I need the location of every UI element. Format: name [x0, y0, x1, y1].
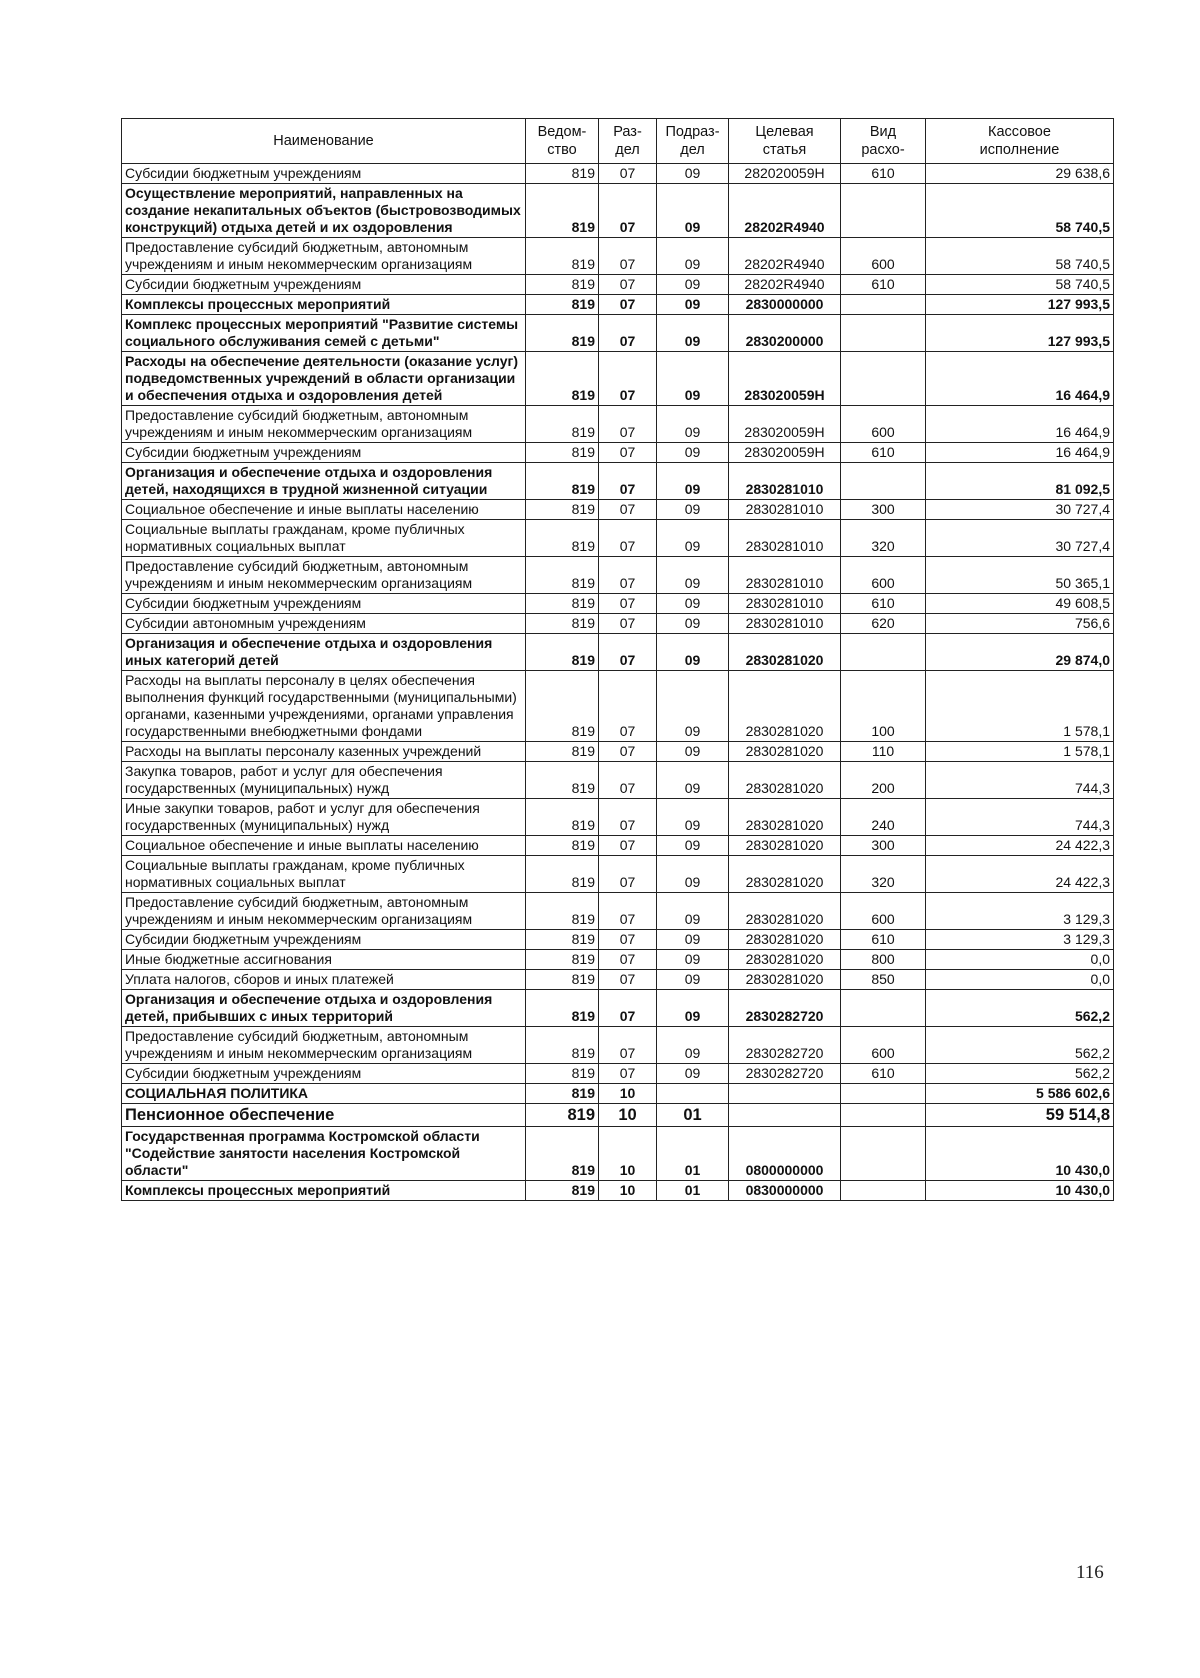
cell-podrazdel: 09 [657, 762, 729, 799]
cell-ved: 819 [526, 443, 599, 463]
cell-podrazdel: 09 [657, 594, 729, 614]
table-row [122, 762, 1114, 799]
cell-razdel: 07 [599, 970, 657, 990]
cell-ved: 819 [526, 836, 599, 856]
cell-vid: 610 [841, 1064, 926, 1084]
cell-ved: 819 [526, 893, 599, 930]
cell-podrazdel: 01 [657, 1181, 729, 1201]
cell-razdel: 10 [599, 1084, 657, 1104]
table-row [122, 970, 1114, 990]
cell-name: Социальное обеспечение и иные выплаты населению [122, 500, 526, 520]
cell-target: 2830281020 [729, 742, 841, 762]
cell-podrazdel: 09 [657, 990, 729, 1027]
cell-ved: 819 [526, 671, 599, 742]
cell-target [729, 1104, 841, 1127]
cell-ved: 819 [526, 950, 599, 970]
cell-target: 283020059H [729, 443, 841, 463]
cell-target: 2830281010 [729, 614, 841, 634]
cell-name: Социальные выплаты гражданам, кроме публичных нормативных социальных выплат [122, 856, 526, 893]
cell-podrazdel: 09 [657, 406, 729, 443]
cell-vid [841, 634, 926, 671]
cell-razdel: 07 [599, 990, 657, 1027]
cell-razdel: 07 [599, 1027, 657, 1064]
cell-vid: 110 [841, 742, 926, 762]
cell-razdel: 07 [599, 520, 657, 557]
cell-amount: 3 129,3 [926, 930, 1114, 950]
cell-vid: 600 [841, 893, 926, 930]
cell-target: 2830281020 [729, 836, 841, 856]
cell-podrazdel: 09 [657, 184, 729, 238]
cell-vid: 600 [841, 557, 926, 594]
table-body [122, 164, 1114, 1201]
cell-ved: 819 [526, 1127, 599, 1181]
cell-podrazdel: 09 [657, 315, 729, 352]
cell-name: Комплексы процессных мероприятий [122, 1181, 526, 1201]
cell-amount: 756,6 [926, 614, 1114, 634]
table-row [122, 671, 1114, 742]
cell-ved: 819 [526, 1027, 599, 1064]
cell-razdel: 07 [599, 500, 657, 520]
cell-razdel: 07 [599, 799, 657, 836]
cell-amount: 81 092,5 [926, 463, 1114, 500]
cell-razdel: 07 [599, 184, 657, 238]
cell-name: Организация и обеспечение отдыха и оздоровления детей, находящихся в трудной жизненной ситуации [122, 463, 526, 500]
cell-name: Государственная программа Костромской области "Содействие занятости населения Костромской области" [122, 1127, 526, 1181]
cell-target: 283020059H [729, 406, 841, 443]
cell-name: Организация и обеспечение отдыха и оздоровления детей, прибывших с иных территорий [122, 990, 526, 1027]
cell-podrazdel: 01 [657, 1104, 729, 1127]
table-row [122, 164, 1114, 184]
cell-razdel: 07 [599, 463, 657, 500]
cell-ved: 819 [526, 557, 599, 594]
cell-razdel: 07 [599, 1064, 657, 1084]
cell-vid [841, 1181, 926, 1201]
cell-razdel: 10 [599, 1104, 657, 1127]
table-row [122, 406, 1114, 443]
table-row [122, 634, 1114, 671]
cell-amount: 58 740,5 [926, 238, 1114, 275]
cell-vid: 800 [841, 950, 926, 970]
cell-podrazdel: 09 [657, 799, 729, 836]
cell-amount: 58 740,5 [926, 275, 1114, 295]
cell-target: 2830281010 [729, 594, 841, 614]
table-row [122, 1104, 1114, 1127]
cell-name: Субсидии бюджетным учреждениям [122, 164, 526, 184]
table-row [122, 990, 1114, 1027]
cell-podrazdel: 01 [657, 1127, 729, 1181]
cell-razdel: 07 [599, 315, 657, 352]
table-row [122, 893, 1114, 930]
cell-vid: 610 [841, 164, 926, 184]
cell-target: 283020059H [729, 352, 841, 406]
table-row [122, 1064, 1114, 1084]
cell-ved: 819 [526, 164, 599, 184]
cell-name: Субсидии бюджетным учреждениям [122, 275, 526, 295]
cell-vid: 300 [841, 500, 926, 520]
table-row [122, 742, 1114, 762]
table-row [122, 184, 1114, 238]
cell-podrazdel: 09 [657, 275, 729, 295]
header-name: Наименование [122, 119, 526, 164]
header-target: Целевая статья [729, 119, 841, 164]
cell-podrazdel: 09 [657, 930, 729, 950]
cell-amount: 49 608,5 [926, 594, 1114, 614]
cell-ved: 819 [526, 520, 599, 557]
cell-razdel: 07 [599, 594, 657, 614]
cell-podrazdel: 09 [657, 614, 729, 634]
cell-name: Субсидии бюджетным учреждениям [122, 594, 526, 614]
cell-podrazdel: 09 [657, 1064, 729, 1084]
cell-name: Субсидии бюджетным учреждениям [122, 930, 526, 950]
cell-name: Предоставление субсидий бюджетным, автономным учреждениям и иным некоммерческим организациям [122, 238, 526, 275]
table-row [122, 950, 1114, 970]
cell-target: 2830282720 [729, 990, 841, 1027]
cell-name: Предоставление субсидий бюджетным, автономным учреждениям и иным некоммерческим организациям [122, 1027, 526, 1064]
header-razdel: Раз- дел [599, 119, 657, 164]
cell-ved: 819 [526, 184, 599, 238]
cell-amount: 50 365,1 [926, 557, 1114, 594]
cell-podrazdel: 09 [657, 634, 729, 671]
cell-amount: 1 578,1 [926, 671, 1114, 742]
cell-vid: 600 [841, 1027, 926, 1064]
cell-amount: 127 993,5 [926, 295, 1114, 315]
cell-ved: 819 [526, 295, 599, 315]
cell-razdel: 07 [599, 295, 657, 315]
cell-podrazdel: 09 [657, 238, 729, 275]
cell-amount: 30 727,4 [926, 520, 1114, 557]
cell-amount: 744,3 [926, 799, 1114, 836]
cell-vid: 100 [841, 671, 926, 742]
cell-vid [841, 315, 926, 352]
table-row [122, 463, 1114, 500]
cell-podrazdel: 09 [657, 463, 729, 500]
header-ved: Ведом- ство [526, 119, 599, 164]
cell-name: Расходы на выплаты персоналу в целях обеспечения выполнения функций государственными (муниципальными) органами, казенными учреждениями, органами управления государственными внебюджетными фондами [122, 671, 526, 742]
cell-ved: 819 [526, 352, 599, 406]
cell-ved: 819 [526, 315, 599, 352]
cell-podrazdel: 09 [657, 671, 729, 742]
cell-ved: 819 [526, 614, 599, 634]
cell-vid [841, 1084, 926, 1104]
cell-vid: 610 [841, 275, 926, 295]
cell-ved: 819 [526, 1064, 599, 1084]
cell-target: 28202R4940 [729, 238, 841, 275]
cell-podrazdel: 09 [657, 557, 729, 594]
table-row [122, 315, 1114, 352]
cell-amount: 16 464,9 [926, 443, 1114, 463]
table-row [122, 352, 1114, 406]
cell-target: 2830281020 [729, 634, 841, 671]
cell-ved: 819 [526, 634, 599, 671]
cell-razdel: 07 [599, 893, 657, 930]
cell-target: 282020059H [729, 164, 841, 184]
cell-ved: 819 [526, 799, 599, 836]
cell-razdel: 10 [599, 1127, 657, 1181]
cell-podrazdel: 09 [657, 295, 729, 315]
cell-razdel: 07 [599, 614, 657, 634]
cell-razdel: 07 [599, 406, 657, 443]
cell-name: Предоставление субсидий бюджетным, автономным учреждениям и иным некоммерческим организациям [122, 406, 526, 443]
cell-vid: 850 [841, 970, 926, 990]
cell-name: Осуществление мероприятий, направленных на создание некапитальных объектов (быстровозводимых конструкций) отдыха детей и их оздоровления [122, 184, 526, 238]
cell-ved: 819 [526, 1104, 599, 1127]
cell-vid [841, 184, 926, 238]
cell-razdel: 07 [599, 352, 657, 406]
cell-podrazdel: 09 [657, 856, 729, 893]
table-row [122, 836, 1114, 856]
table-row [122, 930, 1114, 950]
cell-target: 28202R4940 [729, 275, 841, 295]
cell-razdel: 07 [599, 275, 657, 295]
table-row [122, 500, 1114, 520]
cell-amount: 59 514,8 [926, 1104, 1114, 1127]
cell-ved: 819 [526, 594, 599, 614]
cell-ved: 819 [526, 238, 599, 275]
cell-vid: 240 [841, 799, 926, 836]
cell-razdel: 07 [599, 634, 657, 671]
cell-razdel: 07 [599, 443, 657, 463]
cell-podrazdel: 09 [657, 950, 729, 970]
table-row [122, 1127, 1114, 1181]
cell-name: Социальные выплаты гражданам, кроме публичных нормативных социальных выплат [122, 520, 526, 557]
cell-ved: 819 [526, 500, 599, 520]
budget-table [121, 118, 1114, 1201]
cell-podrazdel: 09 [657, 742, 729, 762]
cell-razdel: 07 [599, 930, 657, 950]
cell-name: Расходы на выплаты персоналу казенных учреждений [122, 742, 526, 762]
table-row [122, 557, 1114, 594]
cell-vid: 620 [841, 614, 926, 634]
cell-amount: 1 578,1 [926, 742, 1114, 762]
cell-name: Закупка товаров, работ и услуг для обеспечения государственных (муниципальных) нужд [122, 762, 526, 799]
cell-podrazdel: 09 [657, 836, 729, 856]
cell-target: 2830281020 [729, 970, 841, 990]
cell-vid: 320 [841, 520, 926, 557]
table-row [122, 856, 1114, 893]
cell-razdel: 10 [599, 1181, 657, 1201]
header-vid: Вид расхо- [841, 119, 926, 164]
cell-ved: 819 [526, 1084, 599, 1104]
cell-vid: 320 [841, 856, 926, 893]
cell-name: Пенсионное обеспечение [122, 1104, 526, 1127]
cell-target: 2830281020 [729, 856, 841, 893]
cell-target: 2830281010 [729, 500, 841, 520]
cell-name: Субсидии бюджетным учреждениям [122, 1064, 526, 1084]
cell-name: Субсидии автономным учреждениям [122, 614, 526, 634]
cell-podrazdel: 09 [657, 443, 729, 463]
table-row [122, 238, 1114, 275]
cell-podrazdel [657, 1084, 729, 1104]
page-number: 116 [1076, 1562, 1104, 1583]
cell-name: Расходы на обеспечение деятельности (оказание услуг) подведомственных учреждений в области организации и обеспечения отдыха и оздоровления детей [122, 352, 526, 406]
cell-podrazdel: 09 [657, 352, 729, 406]
cell-ved: 819 [526, 406, 599, 443]
cell-vid [841, 1104, 926, 1127]
cell-name: Организация и обеспечение отдыха и оздоровления иных категорий детей [122, 634, 526, 671]
header-podrazdel: Подраз- дел [657, 119, 729, 164]
cell-amount: 10 430,0 [926, 1127, 1114, 1181]
cell-amount: 0,0 [926, 970, 1114, 990]
cell-name: Иные закупки товаров, работ и услуг для обеспечения государственных (муниципальных) нужд [122, 799, 526, 836]
cell-target: 0800000000 [729, 1127, 841, 1181]
cell-target: 2830281020 [729, 671, 841, 742]
cell-podrazdel: 09 [657, 164, 729, 184]
table-row [122, 1027, 1114, 1064]
cell-vid: 300 [841, 836, 926, 856]
cell-amount: 16 464,9 [926, 352, 1114, 406]
cell-target: 2830281010 [729, 463, 841, 500]
cell-name: СОЦИАЛЬНАЯ ПОЛИТИКА [122, 1084, 526, 1104]
cell-razdel: 07 [599, 836, 657, 856]
cell-amount: 744,3 [926, 762, 1114, 799]
cell-vid [841, 463, 926, 500]
cell-target: 2830281010 [729, 520, 841, 557]
cell-razdel: 07 [599, 671, 657, 742]
cell-name: Комплекс процессных мероприятий "Развитие системы социального обслуживания семей с детьми" [122, 315, 526, 352]
table-row [122, 443, 1114, 463]
cell-name: Уплата налогов, сборов и иных платежей [122, 970, 526, 990]
cell-podrazdel: 09 [657, 520, 729, 557]
cell-target: 2830281020 [729, 930, 841, 950]
cell-vid: 600 [841, 406, 926, 443]
cell-amount: 58 740,5 [926, 184, 1114, 238]
cell-name: Субсидии бюджетным учреждениям [122, 443, 526, 463]
cell-vid: 610 [841, 443, 926, 463]
cell-amount: 5 586 602,6 [926, 1084, 1114, 1104]
cell-vid: 610 [841, 930, 926, 950]
cell-vid: 600 [841, 238, 926, 275]
cell-podrazdel: 09 [657, 500, 729, 520]
cell-ved: 819 [526, 1181, 599, 1201]
cell-ved: 819 [526, 275, 599, 295]
cell-target: 2830282720 [729, 1064, 841, 1084]
cell-razdel: 07 [599, 742, 657, 762]
cell-amount: 562,2 [926, 1064, 1114, 1084]
table-row [122, 1084, 1114, 1104]
budget-sheet [121, 118, 1113, 1201]
cell-amount: 24 422,3 [926, 856, 1114, 893]
cell-target: 2830281020 [729, 950, 841, 970]
cell-amount: 127 993,5 [926, 315, 1114, 352]
table-row [122, 295, 1114, 315]
cell-name: Комплексы процессных мероприятий [122, 295, 526, 315]
cell-target: 28202R4940 [729, 184, 841, 238]
cell-ved: 819 [526, 762, 599, 799]
cell-razdel: 07 [599, 950, 657, 970]
cell-ved: 819 [526, 856, 599, 893]
cell-podrazdel: 09 [657, 970, 729, 990]
cell-vid [841, 295, 926, 315]
table-row [122, 1181, 1114, 1201]
cell-vid: 200 [841, 762, 926, 799]
cell-ved: 819 [526, 463, 599, 500]
cell-amount: 3 129,3 [926, 893, 1114, 930]
cell-razdel: 07 [599, 164, 657, 184]
header-amount: Кассовое исполнение [926, 119, 1114, 164]
cell-amount: 562,2 [926, 1027, 1114, 1064]
cell-vid [841, 352, 926, 406]
cell-vid: 610 [841, 594, 926, 614]
cell-target: 2830281020 [729, 893, 841, 930]
cell-amount: 24 422,3 [926, 836, 1114, 856]
cell-amount: 0,0 [926, 950, 1114, 970]
cell-razdel: 07 [599, 762, 657, 799]
cell-amount: 29 874,0 [926, 634, 1114, 671]
cell-ved: 819 [526, 742, 599, 762]
cell-ved: 819 [526, 990, 599, 1027]
cell-amount: 10 430,0 [926, 1181, 1114, 1201]
cell-ved: 819 [526, 970, 599, 990]
cell-razdel: 07 [599, 557, 657, 594]
cell-name: Социальное обеспечение и иные выплаты населению [122, 836, 526, 856]
cell-razdel: 07 [599, 238, 657, 275]
cell-amount: 30 727,4 [926, 500, 1114, 520]
cell-vid [841, 990, 926, 1027]
cell-target: 2830282720 [729, 1027, 841, 1064]
cell-target: 0830000000 [729, 1181, 841, 1201]
cell-razdel: 07 [599, 856, 657, 893]
cell-target: 2830281020 [729, 799, 841, 836]
table-header-row [122, 119, 1114, 164]
table-row [122, 594, 1114, 614]
cell-podrazdel: 09 [657, 1027, 729, 1064]
cell-podrazdel: 09 [657, 893, 729, 930]
cell-name: Иные бюджетные ассигнования [122, 950, 526, 970]
cell-name: Предоставление субсидий бюджетным, автономным учреждениям и иным некоммерческим организациям [122, 893, 526, 930]
table-row [122, 614, 1114, 634]
table-row [122, 799, 1114, 836]
cell-amount: 29 638,6 [926, 164, 1114, 184]
cell-vid [841, 1127, 926, 1181]
cell-name: Предоставление субсидий бюджетным, автономным учреждениям и иным некоммерческим организациям [122, 557, 526, 594]
table-row [122, 275, 1114, 295]
cell-target [729, 1084, 841, 1104]
cell-target: 2830281020 [729, 762, 841, 799]
cell-target: 2830000000 [729, 295, 841, 315]
cell-ved: 819 [526, 930, 599, 950]
table-row [122, 520, 1114, 557]
cell-amount: 16 464,9 [926, 406, 1114, 443]
cell-target: 2830281010 [729, 557, 841, 594]
cell-target: 2830200000 [729, 315, 841, 352]
cell-amount: 562,2 [926, 990, 1114, 1027]
